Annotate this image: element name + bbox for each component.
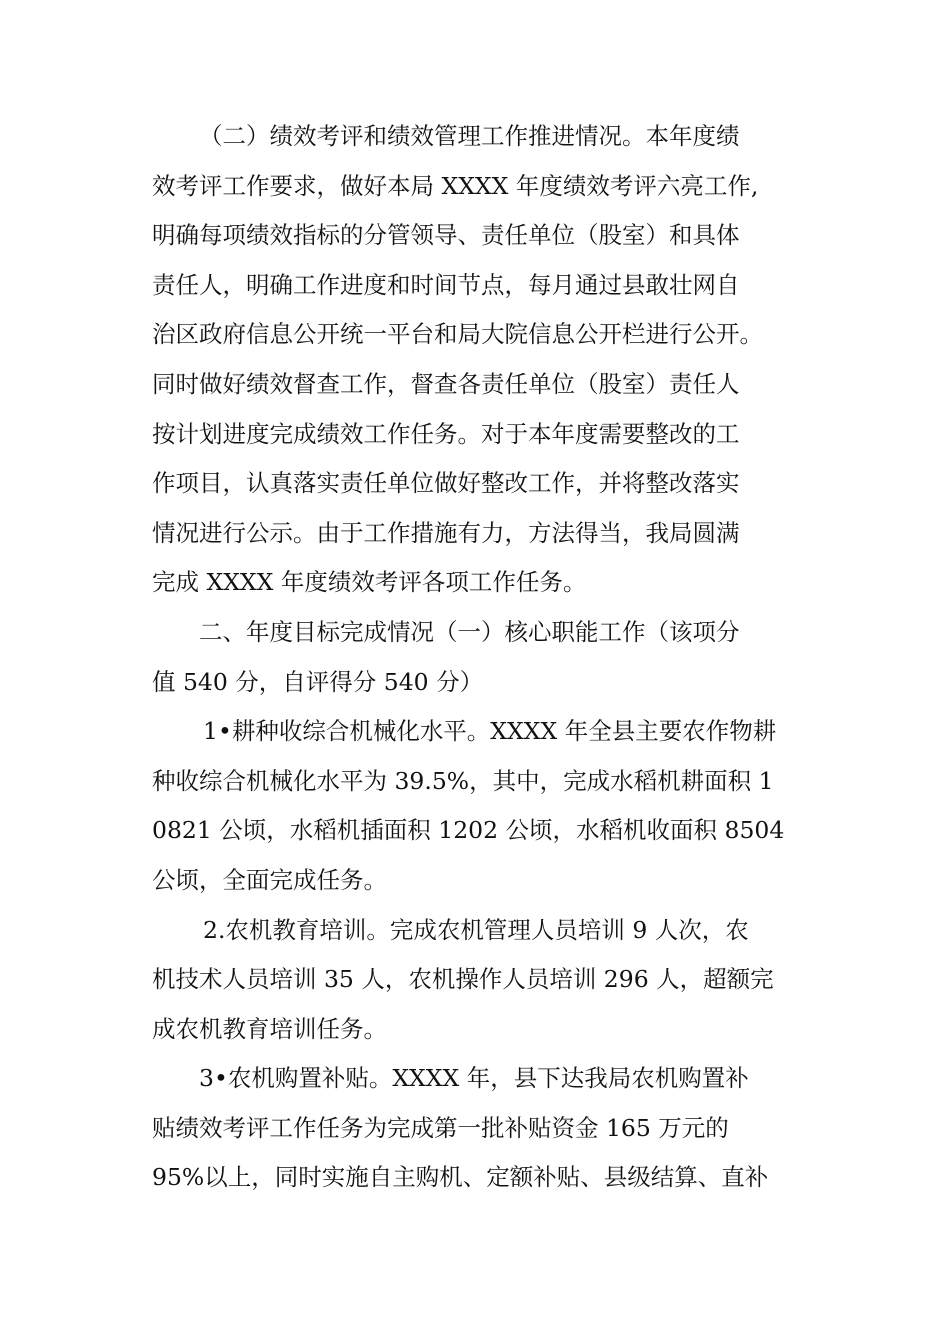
paragraph-1-line-2: 效考评工作要求，做好本局 XXXX 年度绩效考评六亮工作, bbox=[152, 171, 759, 200]
paragraph-1-line-10: 完成 XXXX 年度绩效考评各项工作任务。 bbox=[152, 568, 587, 597]
paragraph-5-line-2: 贴绩效考评工作任务为完成第一批补贴资金 165 万元的 bbox=[152, 1113, 729, 1142]
paragraph-2-line-1: 二、年度目标完成情况（一）核心职能工作（该项分 bbox=[199, 617, 740, 646]
paragraph-1-line-7: 按计划进度完成绩效工作任务。对于本年度需要整改的工 bbox=[152, 419, 740, 448]
paragraph-3-line-3: 0821 公顷，水稻机插面积 1202 公顷，水稻机收面积 8504 bbox=[152, 816, 785, 845]
document-body bbox=[152, 112, 812, 1203]
paragraph-1-line-5: 治区政府信息公开统一平台和局大院信息公开栏进行公开。 bbox=[152, 320, 763, 349]
paragraph-1-line-6: 同时做好绩效督查工作，督查各责任单位（股室）责任人 bbox=[152, 369, 740, 398]
paragraph-1-line-1: （二）绩效考评和绩效管理工作推进情况。本年度绩 bbox=[199, 122, 740, 150]
paragraph-3-line-1: 1•耕种收综合机械化水平。XXXX 年全县主要农作物耕 bbox=[203, 717, 777, 746]
paragraph-1-line-3: 明确每项绩效指标的分管领导、责任单位（股室）和具体 bbox=[152, 221, 740, 250]
paragraph-2-line-2: 值 540 分，自评得分 540 分） bbox=[152, 667, 484, 696]
paragraph-5-line-1: 3•农机购置补贴。XXXX 年，县下达我局农机购置补 bbox=[199, 1064, 749, 1093]
paragraph-1-line-9: 情况进行公示。由于工作措施有力，方法得当，我局圆满 bbox=[152, 518, 740, 547]
paragraph-3-line-2: 种收综合机械化水平为 39.5%，其中，完成水稻机耕面积 1 bbox=[152, 766, 774, 795]
paragraph-3-line-4: 公顷，全面完成任务。 bbox=[152, 865, 387, 894]
paragraph-4-line-3: 成农机教育培训任务。 bbox=[152, 1014, 387, 1043]
paragraph-4-line-1: 2.农机教育培训。完成农机管理人员培训 9 人次，农 bbox=[203, 915, 749, 944]
paragraph-5-line-3: 95%以上，同时实施自主购机、定额补贴、县级结算、直补 bbox=[152, 1163, 769, 1192]
paragraph-1-line-4: 责任人，明确工作进度和时间节点，每月通过县敢壮网自 bbox=[152, 270, 740, 299]
paragraph-1-line-8: 作项目，认真落实责任单位做好整改工作，并将整改落实 bbox=[152, 469, 740, 498]
paragraph-4-line-2: 机技术人员培训 35 人，农机操作人员培训 296 人，超额完 bbox=[152, 965, 774, 994]
